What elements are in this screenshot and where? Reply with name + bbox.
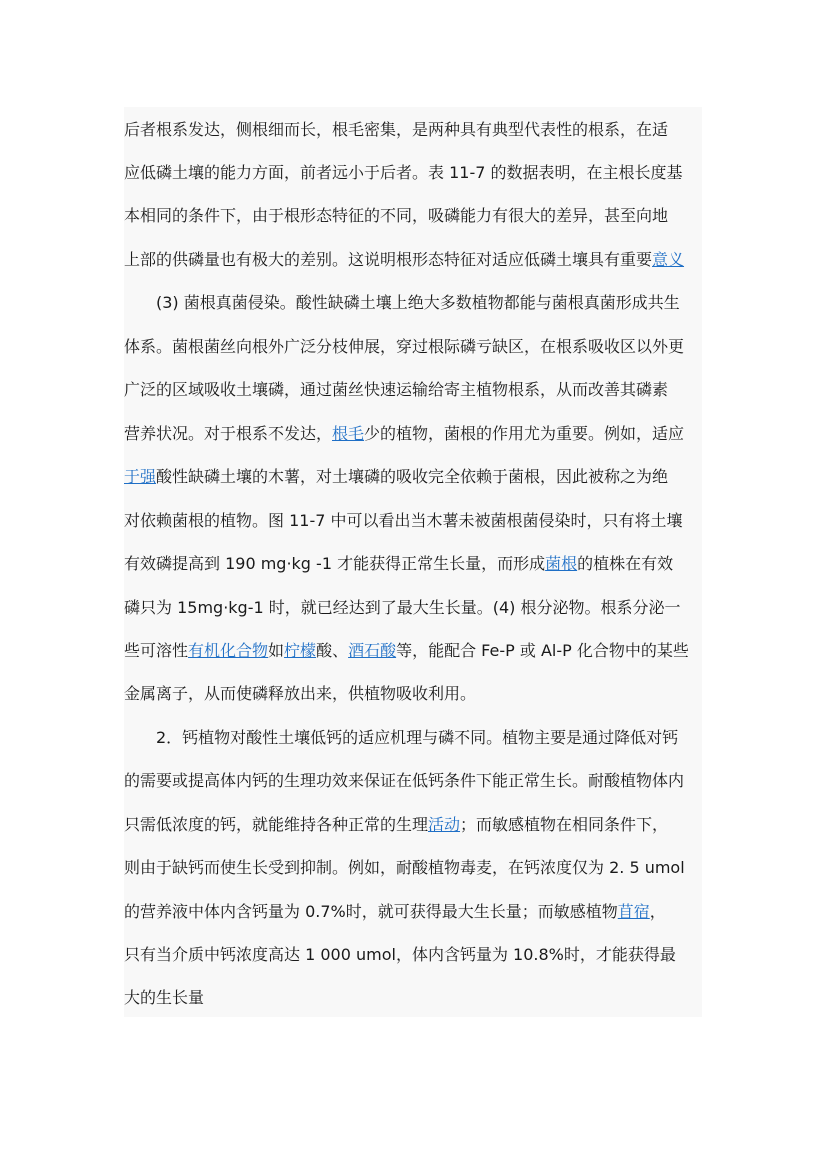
text-run: 广泛的区域吸收土壤磷，通过菌丝快速运输给寄主植物根系，从而改善其磷素 [124,380,669,399]
text-run: 本相同的条件下，由于根形态特征的不同，吸磷能力有很大的差异，甚至向地 [124,206,669,225]
text-run: 只有当介质中钙浓度高达 1 000 umol，体内含钙量为 10.8%时，才能获得最 [124,945,676,964]
text-line [124,679,702,709]
document-text-block [124,107,702,1017]
text-line [124,593,702,623]
hyperlink[interactable]: 酒石酸 [348,641,397,660]
text-run: 些可溶性 [124,641,189,660]
text-run: (3) 菌根真菌侵染。酸性缺磷土壤上绝大多数植物都能与菌根真菌形成共生 [156,293,680,312]
text-run: 的营养液中体内含钙量为 0.7%时，就可获得最大生长量；而敏感植物 [124,902,618,921]
text-run: 金属离子，从而使磷释放出来，供植物吸收利用。 [124,684,477,703]
text-line [124,853,702,883]
text-run: 酸性缺磷土壤的木薯，对土壤磷的吸收完全依赖于菌根，因此被称之为绝 [156,467,669,486]
hyperlink[interactable]: 于强 [124,467,157,486]
text-line [124,419,702,449]
text-run: 应低磷土壤的能力方面，前者远小于后者。表 11-7 的数据表明，在主根长度基 [124,163,683,182]
text-run: 磷只为 15mg·kg-1 时，就已经达到了最大生长量。(4) 根分泌物。根系分泌一 [124,598,681,617]
text-run: 对依赖菌根的植物。图 11-7 中可以看出当木薯未被菌根菌侵染时，只有将土壤 [124,511,683,530]
text-line [124,940,702,970]
text-line [124,506,702,536]
text-run: 少的植物，菌根的作用尤为重要。例如，适应 [364,424,685,443]
text-line [124,332,702,362]
text-line [124,766,702,796]
text-line [124,549,702,579]
text-run: 大的生长量 [124,988,205,1007]
text-line [124,158,702,188]
text-line [124,983,702,1013]
hyperlink[interactable]: 苜宿 [617,902,650,921]
text-run: 酸、 [316,641,349,660]
text-line [124,115,702,145]
text-run: ；而敏感植物在相同条件下， [460,815,669,834]
hyperlink[interactable]: 柠檬 [284,641,317,660]
text-run: 营养状况。对于根系不发达， [124,424,333,443]
text-run: ， [649,902,666,921]
text-run: 等，能配合 Fe-P 或 Al-P 化合物中的某些 [396,641,689,660]
text-run: 如 [268,641,285,660]
text-run: 有效磷提高到 190 mg·kg -1 才能获得正常生长量，而形成 [124,554,546,573]
text-run: 的植株在有效 [577,554,674,573]
text-line [124,810,702,840]
text-line [124,462,702,492]
hyperlink[interactable]: 根毛 [332,424,365,443]
text-line [124,288,702,318]
text-run: 体系。菌根菌丝向根外广泛分枝伸展，穿过根际磷亏缺区，在根系吸收区以外更 [124,337,685,356]
text-run: 上部的供磷量也有极大的差别。这说明根形态特征对适应低磷土壤具有重要 [124,250,653,269]
hyperlink[interactable]: 活动 [428,815,461,834]
text-line [124,375,702,405]
text-run: 的需要或提高体内钙的生理功效来保证在低钙条件下能正常生长。耐酸植物体内 [124,771,685,790]
text-run: 2．钙植物对酸性土壤低钙的适应机理与磷不同。植物主要是通过降低对钙 [156,728,679,747]
text-line [124,636,702,666]
hyperlink[interactable]: 有机化合物 [188,641,269,660]
hyperlink[interactable]: 菌根 [545,554,578,573]
text-run: 只需低浓度的钙，就能维持各种正常的生理 [124,815,429,834]
text-run: 则由于缺钙而使生长受到抑制。例如，耐酸植物毒麦，在钙浓度仅为 2. 5 umol [124,858,685,877]
text-line [124,201,702,231]
text-line [124,245,702,275]
text-run: 后者根系发达，侧根细而长，根毛密集，是两种具有典型代表性的根系，在适 [124,120,669,139]
text-line [124,897,702,927]
hyperlink[interactable]: 意义 [652,250,685,269]
text-line [124,723,702,753]
